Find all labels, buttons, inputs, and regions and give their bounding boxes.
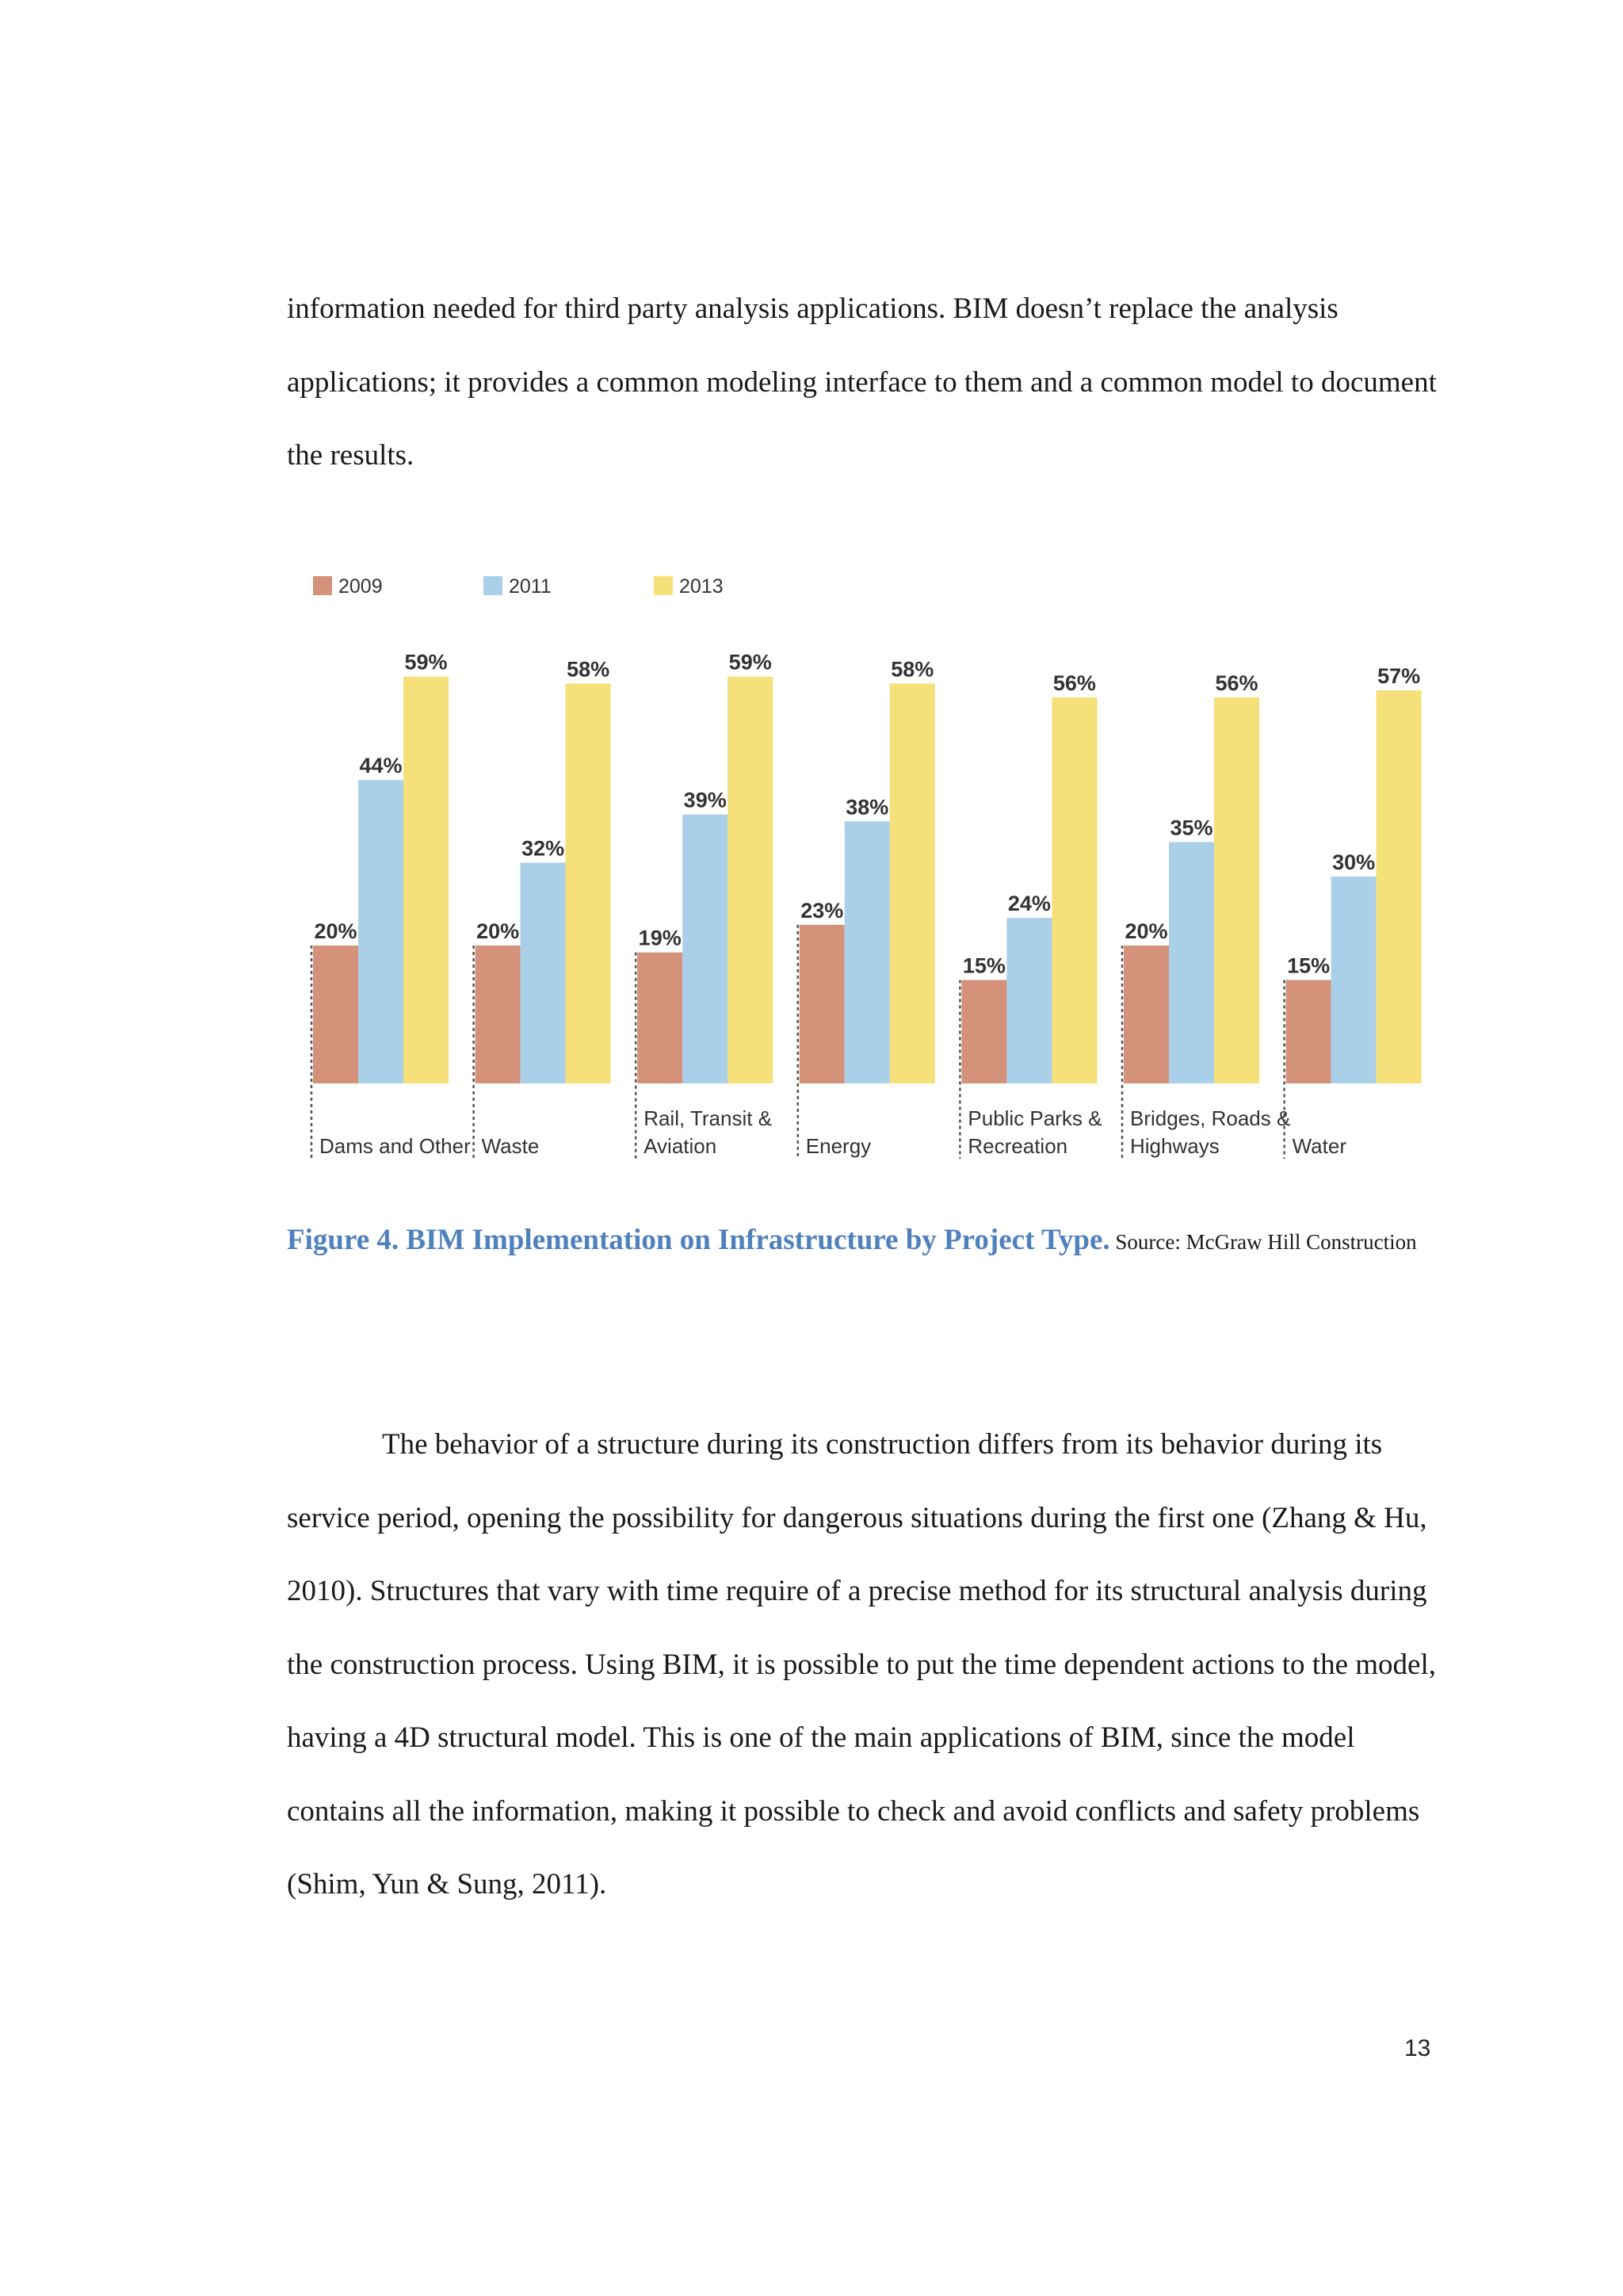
- bar-2011-5: [1169, 842, 1214, 1084]
- chart-legend: [313, 575, 724, 598]
- data-label-2013-6: 57%: [1377, 664, 1421, 689]
- bar-2013-3: [890, 683, 935, 1083]
- bar-2013-2: [727, 677, 773, 1083]
- data-label-2009-3: 23%: [800, 898, 844, 923]
- body-paragraph-1: information needed for third party analysis applications. BIM doesn’t replace the analysis applications; it provides a common modeling interface to them and a common model to document the results.: [287, 292, 1437, 472]
- bim-implementation-bar-chart: [285, 547, 1442, 1165]
- figure-caption: [287, 1224, 1444, 1256]
- bar-2009-4: [961, 980, 1006, 1084]
- data-label-2013-4: 56%: [1052, 670, 1096, 695]
- data-label-2011-2: 39%: [683, 788, 727, 812]
- bar-2011-2: [682, 815, 727, 1083]
- category-label-2-0: Rail, Transit &: [643, 1106, 773, 1130]
- body-paragraph-2: The behavior of a structure during its construction differs from its behavior during its service period, opening the possibility for dangerous situations during the first one (Zhang & Hu, 2010). Structures that vary with time require of a precise method for its structural analysis during the construction process. Using BIM, it is possible to put the time dependent actions to the model, having a 4D structural model. This is one of the main applications of BIM, since the model contains all the information, making it possible to check and avoid conflicts and safety problems (Shim, Yun & Sung, 2011).: [287, 1428, 1436, 1901]
- data-label-2013-0: 59%: [404, 650, 448, 674]
- bar-2011-1: [521, 863, 566, 1083]
- bar-2013-6: [1377, 690, 1422, 1083]
- data-label-2009-2: 19%: [638, 926, 682, 950]
- data-label-2009-5: 20%: [1125, 919, 1168, 943]
- data-label-2009-6: 15%: [1287, 953, 1331, 978]
- data-label-2011-5: 35%: [1170, 816, 1213, 840]
- data-label-2013-1: 58%: [567, 657, 610, 682]
- data-label-2013-2: 59%: [728, 650, 772, 674]
- bar-2013-1: [566, 683, 611, 1083]
- category-label-2-1: Aviation: [643, 1134, 717, 1158]
- category-label-6-0: Water: [1292, 1134, 1346, 1158]
- bar-2013-4: [1052, 697, 1097, 1083]
- bar-2011-4: [1006, 918, 1052, 1083]
- category-label-5-0: Bridges, Roads &: [1130, 1106, 1291, 1130]
- data-label-2009-4: 15%: [962, 953, 1006, 978]
- figure-caption-source: Source: McGraw Hill Construction: [1115, 1230, 1417, 1254]
- category-label-3-0: Energy: [805, 1134, 872, 1158]
- bar-2009-3: [800, 925, 845, 1083]
- data-label-2011-4: 24%: [1007, 892, 1051, 916]
- bar-2009-1: [475, 946, 521, 1083]
- bar-2009-6: [1286, 980, 1331, 1084]
- category-label-4-1: Recreation: [968, 1134, 1068, 1158]
- category-label-1-0: Waste: [481, 1134, 540, 1158]
- data-label-2011-0: 44%: [359, 754, 403, 778]
- data-label-2013-3: 58%: [891, 657, 934, 682]
- bar-2011-0: [358, 780, 403, 1083]
- data-label-2009-1: 20%: [476, 919, 520, 943]
- bar-2009-0: [313, 946, 358, 1083]
- chart-bars: [313, 651, 1422, 1083]
- legend-swatch-2009: [313, 576, 332, 595]
- bar-2011-3: [845, 821, 890, 1083]
- legend-label-2011: 2011: [509, 575, 552, 598]
- category-label-5-1: Highways: [1130, 1134, 1220, 1158]
- data-label-2011-3: 38%: [846, 795, 889, 819]
- figure-caption-title: Figure 4. BIM Implementation on Infrastructure by Project Type.: [287, 1224, 1110, 1256]
- category-label-0-0: Dams and Other: [319, 1134, 471, 1158]
- bar-2009-5: [1124, 946, 1169, 1083]
- legend-swatch-2013: [654, 576, 673, 595]
- data-label-2009-0: 20%: [314, 919, 357, 943]
- legend-label-2013: 2013: [679, 575, 724, 598]
- category-label-4-0: Public Parks &: [968, 1106, 1102, 1130]
- bar-2011-6: [1331, 877, 1377, 1083]
- data-label-2011-1: 32%: [521, 836, 565, 861]
- bar-2013-5: [1214, 697, 1259, 1083]
- bar-2013-0: [403, 677, 449, 1083]
- page-number: 13: [1404, 2035, 1431, 2061]
- data-label-2013-5: 56%: [1215, 670, 1258, 695]
- legend-swatch-2011: [483, 576, 502, 595]
- data-label-2011-6: 30%: [1332, 850, 1376, 874]
- bar-2009-2: [637, 953, 682, 1083]
- legend-label-2009: 2009: [338, 575, 383, 598]
